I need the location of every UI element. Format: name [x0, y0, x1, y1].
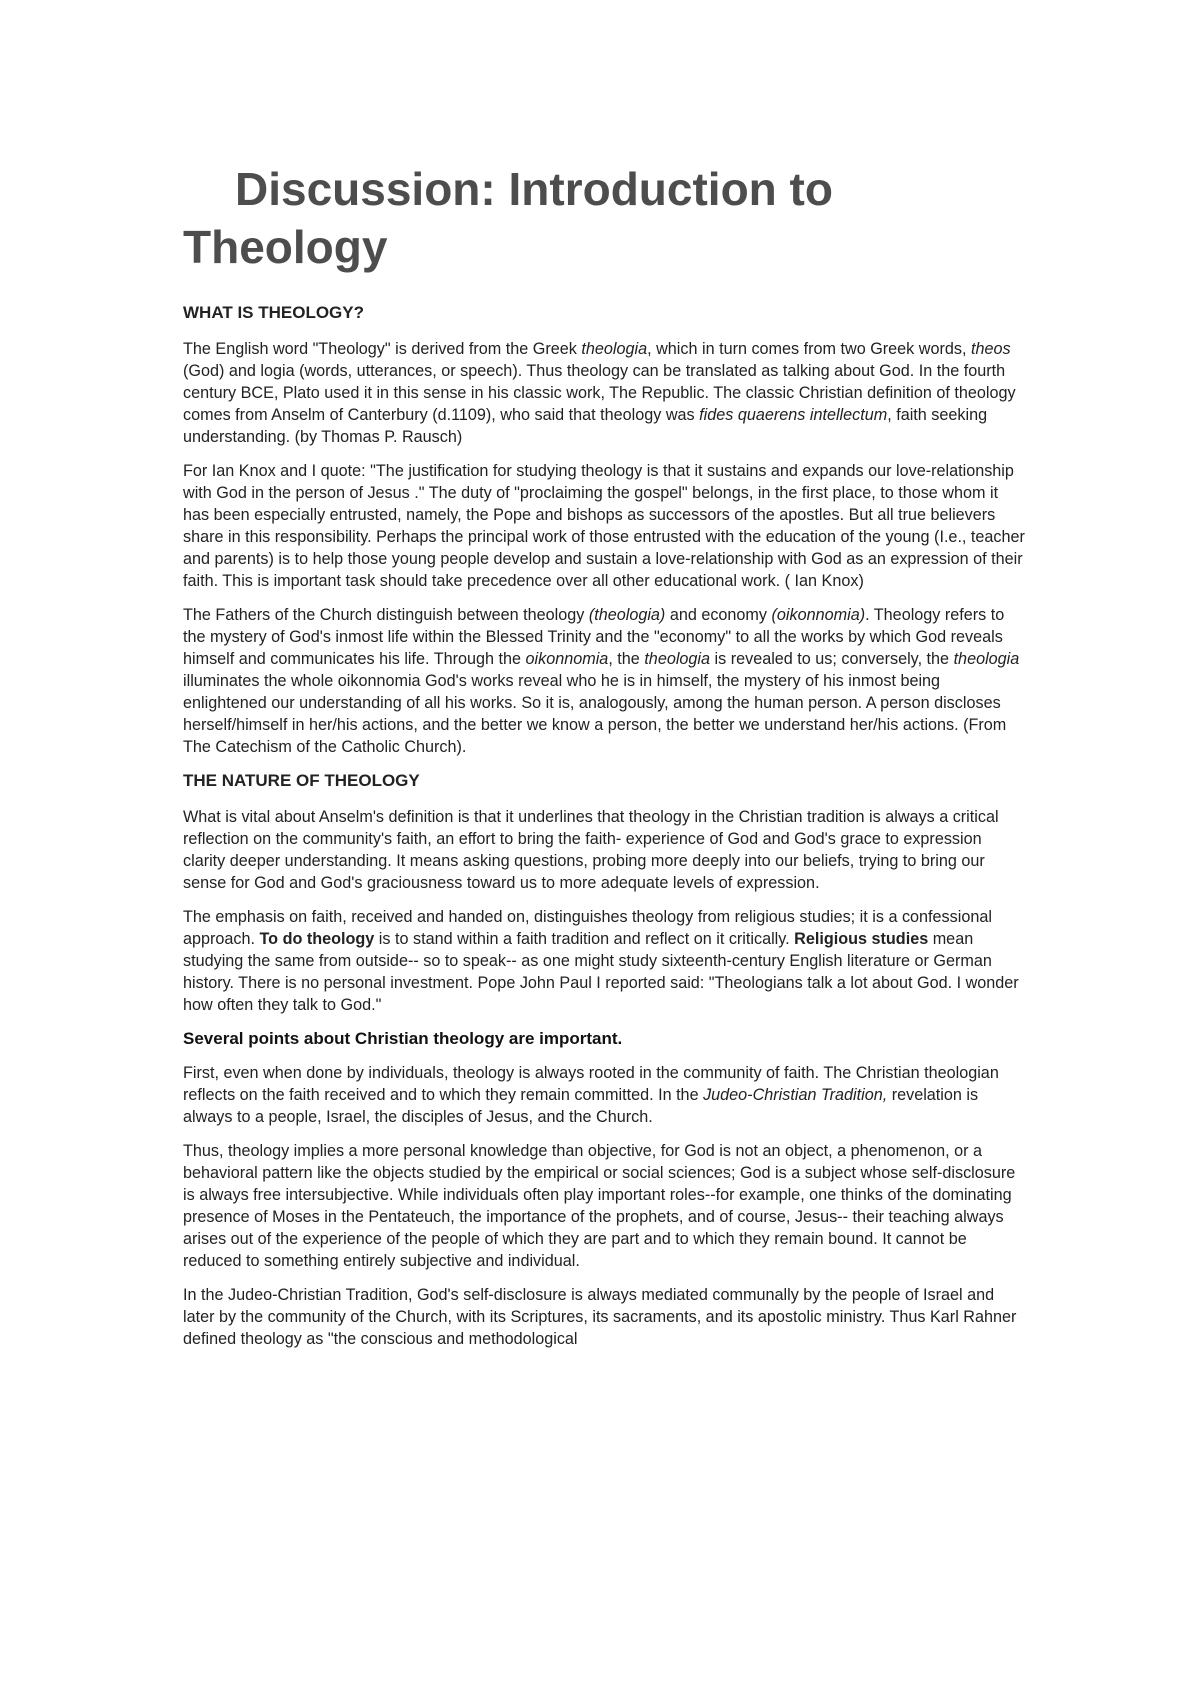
text-run: , which in turn comes from two Greek words,	[647, 340, 971, 358]
paragraph-ian-knox: For Ian Knox and I quote: "The justification for studying theology is that it sustains and expands our love-relationship with God in the person of Jesus ." The duty of "proclaiming the gospel" belongs, in the first place, to those whom it has been especially entrusted, namely, the Pope and bishops as successors of the apostles. But all true believers share in this responsibility. Perhaps the principal work of those entrusted with the education of the young (I.e., teacher and parents) is to help those young people develop and sustain a love-relationship with God as an expression of their faith. This is important task should take precedence over all other educational work. ( Ian Knox)	[183, 462, 1025, 590]
text-run: (God) and logia (words, utterances, or speech). Thus theology can be translated as talking about God. In the fourth century BCE, Plato used it in this sense in his classic work, The Republic. The classic Christian definition of theology comes from Anselm of Canterbury (d.1109), who said that theology was	[183, 362, 1016, 424]
italic-term: fides quaerens intellectum	[699, 406, 888, 424]
text-run: , the	[608, 650, 645, 668]
text-run: revelation is always to a people, Israel, the disciples of Jesus, and the Church.	[183, 1086, 979, 1126]
italic-term: theos	[970, 340, 1011, 358]
document-body	[183, 160, 1028, 1362]
italic-term: Judeo-Christian Tradition,	[703, 1086, 888, 1104]
heading-nature-of-theology: THE NATURE OF THEOLOGY	[183, 771, 420, 790]
text-run: mean studying the same from outside-- so to speak-- as one might study sixteenth-century English literature or German history. There is no personal investment. Pope John Paul I reported said: "Theologians talk a lot about God. I wonder how often they talk to God."	[183, 930, 1019, 1014]
text-run: The Fathers of the Church distinguish between theology	[183, 606, 589, 624]
heading-what-is-theology: WHAT IS THEOLOGY?	[183, 303, 365, 322]
paragraph-fathers-of-church	[183, 604, 1028, 758]
text-run: . Theology refers to the mystery of God's inmost life within the Blessed Trinity and the "economy" to all the works by which God reveals himself and communicates his life. Through the	[183, 606, 1005, 668]
heading-several-points: Several points about Christian theology are important.	[183, 1029, 623, 1048]
text-run: The emphasis on faith, received and handed on, distinguishes theology from religious studies; it is a confessional approach.	[183, 908, 992, 948]
text-run: The English word "Theology" is derived from the Greek	[183, 340, 582, 358]
paragraph-etymology	[183, 338, 1028, 448]
italic-term: theologia	[581, 340, 648, 358]
italic-term: oikonnomia	[525, 650, 609, 668]
bold-term: To do theology	[259, 930, 375, 948]
italic-term: theologia	[644, 650, 711, 668]
text-run: and economy	[665, 606, 772, 624]
paragraph-personal-knowledge: Thus, theology implies a more personal knowledge than objective, for God is not an object, a phenomenon, or a behavioral pattern like the objects studied by the empirical or social sciences; God is a subject whose self-disclosure is always free intersubjective. While individuals often play important roles--for example, one thinks of the dominating presence of Moses in the Pentateuch, the importance of the prophets, and of course, Jesus-- their teaching always arises out of the experience of the people of which they are part and to which they remain bound. It cannot be reduced to something entirely subjective and individual.	[183, 1142, 1016, 1270]
paragraph-anselm-definition: What is vital about Anselm's definition is that it underlines that theology in the Christian tradition is always a critical reflection on the community's faith, an effort to bring the faith- experience of God and God's grace to expression clarity deeper understanding. It means asking questions, probing more deeply into our beliefs, trying to bring our sense for God and God's graciousness toward us to more adequate levels of expression.	[183, 808, 999, 892]
bold-term: Religious studies	[794, 930, 929, 948]
text-run: First, even when done by individuals, theology is always rooted in the community of faith. The Christian theologian reflects on the faith received and to which they remain committed. In the	[183, 1064, 999, 1104]
paragraph-judeo-christian-tradition: In the Judeo-Christian Tradition, God's self-disclosure is always mediated communally by the people of Israel and later by the community of the Church, with its Scriptures, its sacraments, and its apostolic ministry. Thus Karl Rahner defined theology as "the conscious and methodological	[183, 1286, 1017, 1348]
paragraph-community-of-faith	[183, 1062, 1028, 1128]
text-run: is to stand within a faith tradition and reflect on it critically.	[374, 930, 795, 948]
text-run: , faith seeking understanding. (by Thomas P. Rausch)	[183, 406, 988, 446]
document-title: Discussion: Introduction to Theology	[183, 163, 833, 273]
italic-term: (theologia)	[588, 606, 666, 624]
text-run: illuminates the whole oikonnomia God's works reveal who he is in himself, the mystery of his inmost being enlightened our understanding of all his works. So it is, analogously, among the human person. A person discloses herself/himself in her/his actions, and the better we know a person, the better we understand her/his actions. (From The Catechism of the Catholic Church).	[183, 672, 1007, 756]
italic-term: (oikonnomia)	[771, 606, 866, 624]
italic-term: theologia	[953, 650, 1020, 668]
paragraph-faith-vs-religious-studies	[183, 906, 1028, 1016]
text-run: is revealed to us; conversely, the	[710, 650, 954, 668]
